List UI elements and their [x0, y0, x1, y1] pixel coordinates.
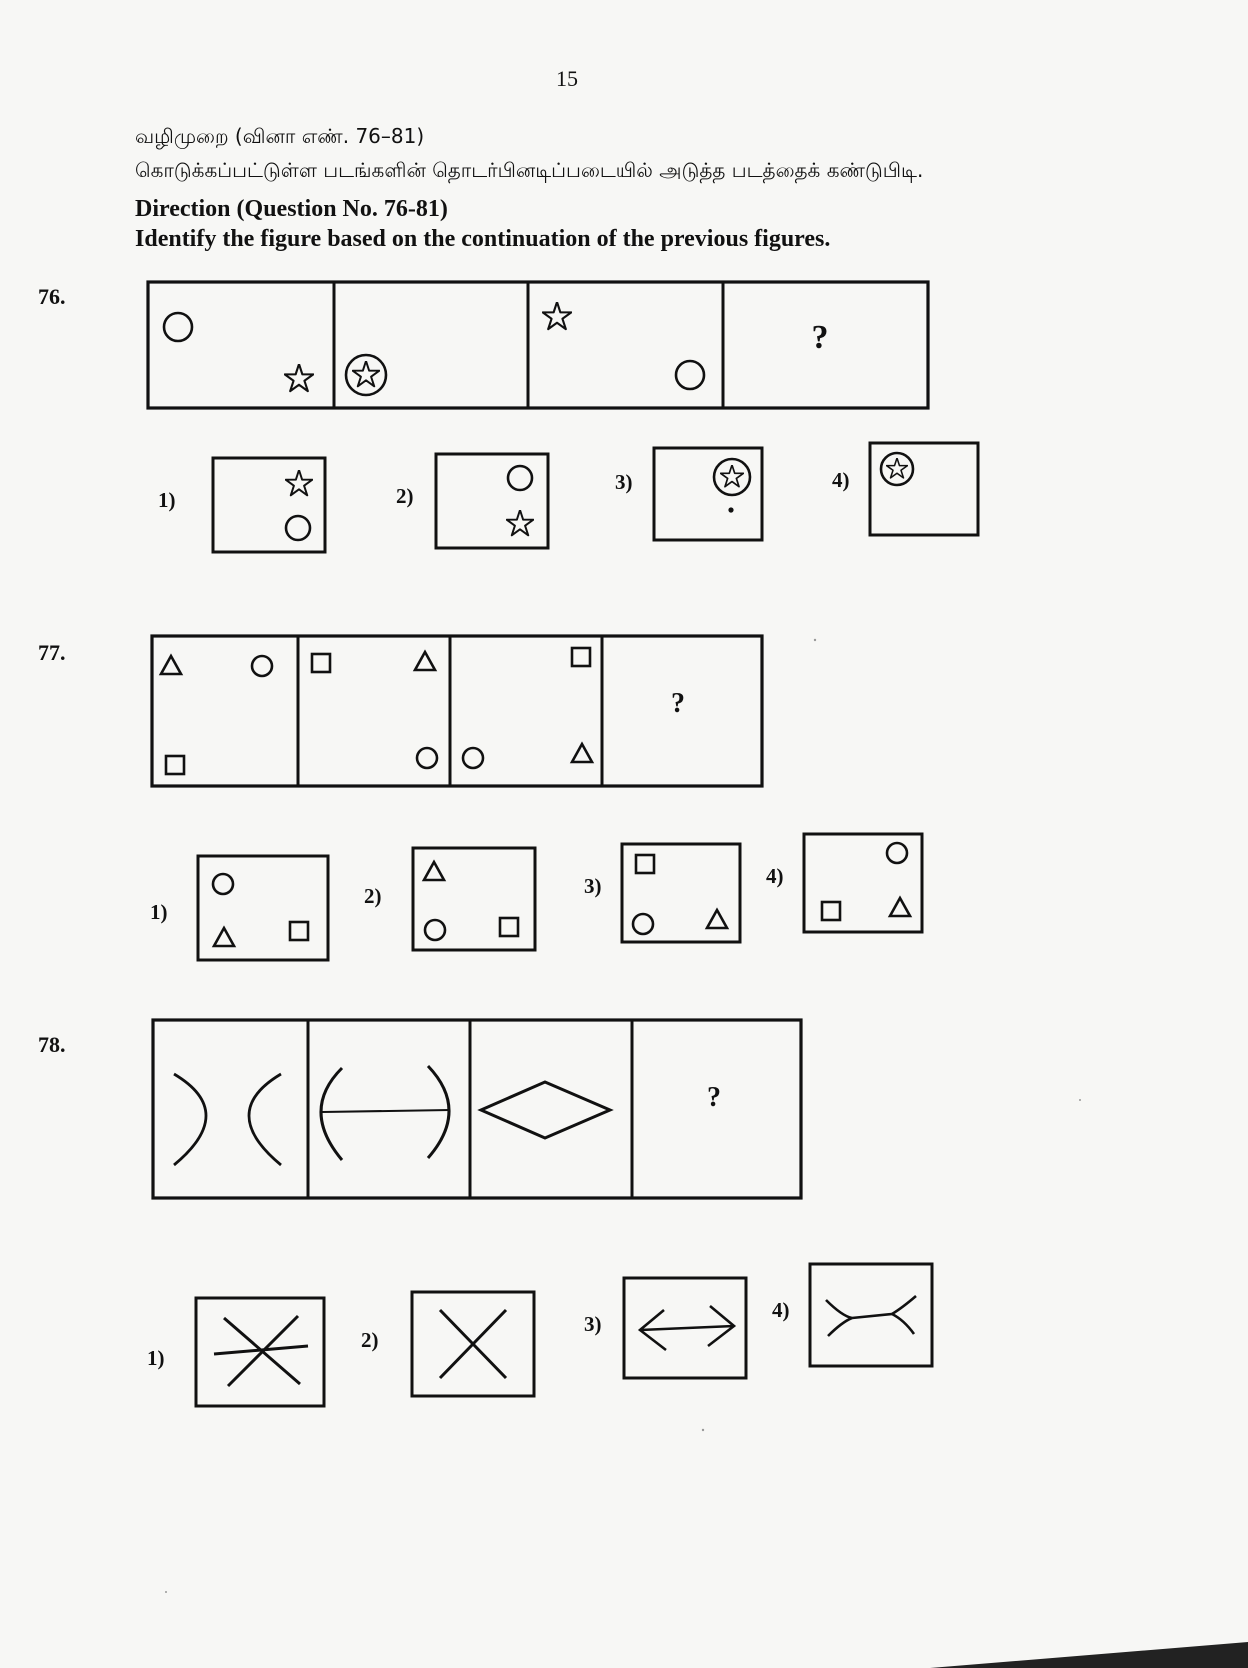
english-direction: Direction (Question No. 76-81)	[135, 196, 448, 222]
tamil-direction: வழிமுறை (வினா எண். 76–81)	[135, 124, 425, 148]
triangle-icon	[572, 744, 592, 762]
page-number: 15	[556, 66, 578, 91]
triangle-icon	[214, 928, 234, 946]
q77-option-3-figure[interactable]	[622, 844, 740, 942]
circle-icon	[164, 313, 192, 341]
q78-option-1-figure[interactable]	[196, 1298, 324, 1406]
circle-icon	[252, 656, 272, 676]
triangle-icon	[415, 652, 435, 670]
q78-option-2-label[interactable]: 2)	[361, 1328, 379, 1352]
double-arrow-icon	[640, 1326, 734, 1330]
q76-option-4-figure[interactable]	[870, 443, 978, 535]
star-icon	[286, 470, 313, 495]
diamond-icon	[481, 1082, 610, 1138]
square-icon	[166, 756, 184, 774]
q78-option-1-label[interactable]: 1)	[147, 1346, 165, 1370]
curved-arcs-icon	[174, 1074, 206, 1165]
english-instruction: Identify the figure based on the continuation of the previous figures.	[135, 226, 831, 252]
circle-icon	[508, 466, 532, 490]
question-number-78: 78.	[38, 1032, 66, 1057]
q76-option-2-label[interactable]: 2)	[396, 484, 414, 508]
circle-icon	[425, 920, 445, 940]
star-icon	[507, 510, 534, 535]
q76-option-2-figure[interactable]	[436, 454, 548, 548]
star-icon	[543, 302, 572, 329]
q77-option-1-figure[interactable]	[198, 856, 328, 960]
square-icon	[312, 654, 330, 672]
scan-edge	[930, 1642, 1248, 1668]
curved-arcs-icon	[321, 1068, 342, 1160]
scan-specks	[165, 639, 1081, 1593]
star-icon	[353, 361, 380, 386]
q77-option-4-label[interactable]: 4)	[766, 864, 784, 888]
q76-question-mark: ?	[811, 319, 829, 356]
star-icon	[285, 364, 314, 391]
q78-option-3-figure[interactable]	[624, 1278, 746, 1378]
q78-question-mark: ?	[707, 1082, 721, 1113]
q76-option-1-figure[interactable]	[213, 458, 325, 552]
q77-option-2-figure[interactable]	[413, 848, 535, 950]
square-icon	[572, 648, 590, 666]
star-icon	[721, 465, 744, 487]
q78-option-4-label[interactable]: 4)	[772, 1298, 790, 1322]
question-number-77: 77.	[38, 640, 66, 665]
circle-icon	[417, 748, 437, 768]
q77-option-3-label[interactable]: 3)	[584, 874, 602, 898]
question-number-76: 76.	[38, 284, 66, 309]
square-icon	[636, 855, 654, 873]
triangle-icon	[890, 898, 910, 916]
q76-option-3-figure[interactable]	[654, 448, 762, 540]
q78-option-3-label[interactable]: 3)	[584, 1312, 602, 1336]
q77-option-1-label[interactable]: 1)	[150, 900, 168, 924]
star-icon	[887, 458, 908, 478]
square-icon	[822, 902, 840, 920]
circle-icon	[887, 843, 907, 863]
q78-option-4-figure[interactable]	[810, 1264, 932, 1366]
q77-option-4-figure[interactable]	[804, 834, 922, 932]
q76-option-3-label[interactable]: 3)	[615, 470, 633, 494]
q76-option-4-label[interactable]: 4)	[832, 468, 850, 492]
tamil-instruction: கொடுக்கப்பட்டுள்ள படங்களின் தொடர்பினடிப்படையில் அடுத்த படத்தைக் கண்டுபிடி.	[135, 158, 924, 182]
q77-question-mark: ?	[671, 688, 685, 719]
q76-option-1-label[interactable]: 1)	[158, 488, 176, 512]
circle-icon	[676, 361, 704, 389]
circled-star-icon	[881, 453, 913, 485]
square-icon	[500, 918, 518, 936]
circle-icon	[213, 874, 233, 894]
circle-icon	[286, 516, 310, 540]
circled-star-icon	[714, 459, 750, 495]
q77-option-2-label[interactable]: 2)	[364, 884, 382, 908]
triangle-icon	[424, 862, 444, 880]
triangle-icon	[707, 910, 727, 928]
square-icon	[290, 922, 308, 940]
circle-icon	[633, 914, 653, 934]
triangle-icon	[161, 656, 181, 674]
q78-problem-figure	[153, 1020, 801, 1198]
q78-option-2-figure[interactable]	[412, 1292, 534, 1396]
circle-icon	[463, 748, 483, 768]
